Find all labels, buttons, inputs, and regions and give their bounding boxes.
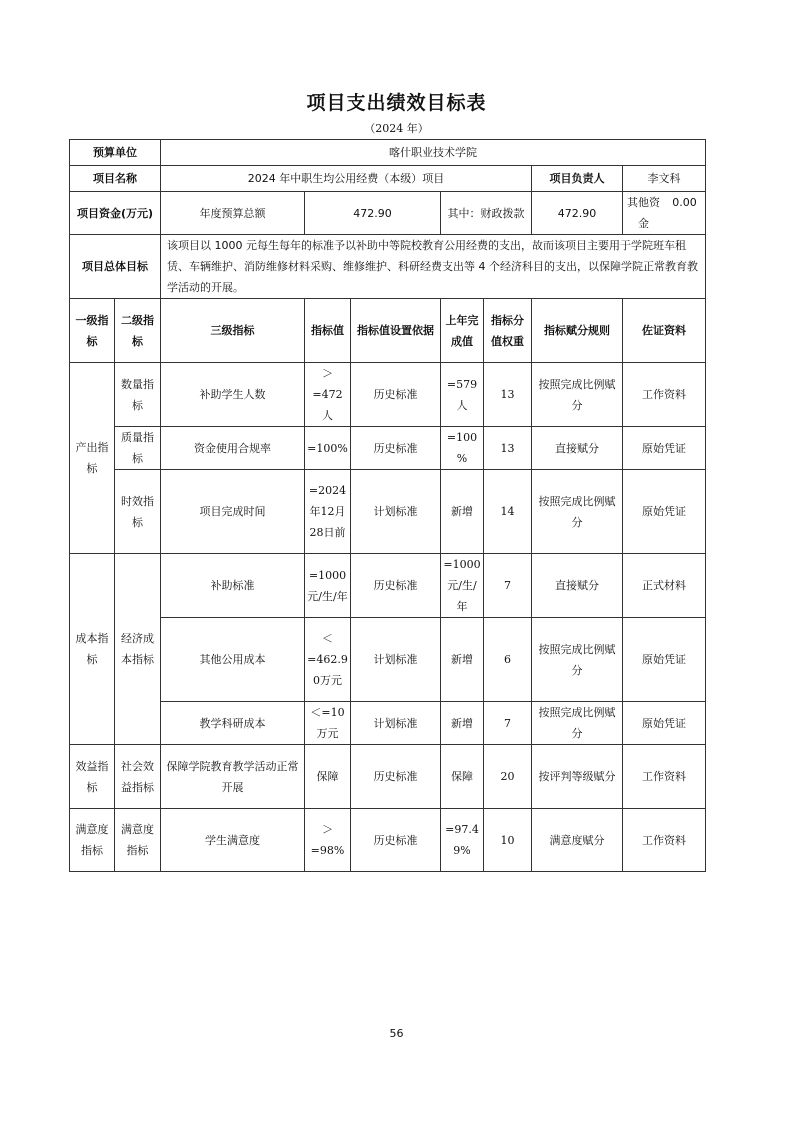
table-row xyxy=(70,618,706,702)
table-row xyxy=(70,554,706,618)
subgroup-satisfaction: 满意度指标 xyxy=(115,809,161,872)
table-row xyxy=(70,745,706,809)
indicator-value: ＞=98% xyxy=(305,809,351,872)
other-value: 0.00 xyxy=(672,196,697,209)
header-value: 指标值 xyxy=(305,299,351,363)
indicator-last: 保障 xyxy=(441,745,484,809)
indicator-value: =100% xyxy=(305,427,351,470)
indicator-weight: 7 xyxy=(484,702,532,745)
group-benefit: 效益指标 xyxy=(70,745,115,809)
subgroup-quality: 质量指标 xyxy=(115,427,161,470)
indicator-value: ＞=472人 xyxy=(305,363,351,427)
group-satisfaction: 满意度指标 xyxy=(70,809,115,872)
indicator-basis: 历史标准 xyxy=(351,363,441,427)
header-evidence: 佐证资料 xyxy=(623,299,706,363)
project-label: 项目名称 xyxy=(70,166,161,192)
funds-label: 项目资金(万元) xyxy=(70,192,161,235)
indicator-name: 学生满意度 xyxy=(161,809,305,872)
goal-text: 该项目以 1000 元每生每年的标准予以补助中等院校教育公用经费的支出，故而该项目主要用于学院班车租赁、车辆维护、消防维修材料采购、维修维护、科研经费支出等 4 个经济科目的支出，以保障学院正常教育教学活动的开展。 xyxy=(161,235,706,299)
indicator-rule: 按照完成比例赋分 xyxy=(532,363,623,427)
indicator-last: =97.49% xyxy=(441,809,484,872)
subgroup-social-benefit: 社会效益指标 xyxy=(115,745,161,809)
header-rule: 指标赋分规则 xyxy=(532,299,623,363)
indicator-weight: 10 xyxy=(484,809,532,872)
indicator-evidence: 正式材料 xyxy=(623,554,706,618)
annual-label: 年度预算总额 xyxy=(161,192,305,235)
table-row xyxy=(70,809,706,872)
indicator-last: 新增 xyxy=(441,702,484,745)
indicator-weight: 7 xyxy=(484,554,532,618)
header-last-year: 上年完成值 xyxy=(441,299,484,363)
leader-value: 李文科 xyxy=(623,166,706,192)
annual-value: 472.90 xyxy=(305,192,441,235)
table-row xyxy=(70,363,706,427)
other-cell xyxy=(623,192,706,235)
indicator-name: 保障学院教育教学活动正常开展 xyxy=(161,745,305,809)
indicator-basis: 计划标准 xyxy=(351,470,441,554)
year-label: （2024 年） xyxy=(364,122,429,135)
indicator-rule: 直接赋分 xyxy=(532,554,623,618)
indicator-rule: 按照完成比例赋分 xyxy=(532,618,623,702)
indicator-name: 补助标准 xyxy=(161,554,305,618)
indicator-evidence: 原始凭证 xyxy=(623,618,706,702)
indicator-last: 新增 xyxy=(441,470,484,554)
indicator-name: 资金使用合规率 xyxy=(161,427,305,470)
indicator-value: ＜=10万元 xyxy=(305,702,351,745)
indicator-rule: 按照完成比例赋分 xyxy=(532,702,623,745)
indicator-basis: 历史标准 xyxy=(351,554,441,618)
indicator-weight: 14 xyxy=(484,470,532,554)
page-title: 项目支出绩效目标表 xyxy=(306,92,487,114)
header-row xyxy=(70,299,706,363)
indicator-weight: 20 xyxy=(484,745,532,809)
indicator-name: 项目完成时间 xyxy=(161,470,305,554)
project-value: 2024 年中职生均公用经费（本级）项目 xyxy=(161,166,532,192)
table-row xyxy=(70,470,706,554)
unit-value: 喀什职业技术学院 xyxy=(161,140,706,166)
indicator-evidence: 原始凭证 xyxy=(623,427,706,470)
funds-row xyxy=(70,192,706,235)
indicator-last: =100% xyxy=(441,427,484,470)
indicator-evidence: 工作资料 xyxy=(623,745,706,809)
group-output: 产出指标 xyxy=(70,363,115,554)
header-weight: 指标分值权重 xyxy=(484,299,532,363)
fiscal-value: 472.90 xyxy=(532,192,623,235)
table-row xyxy=(70,427,706,470)
indicator-basis: 计划标准 xyxy=(351,618,441,702)
indicator-last: 新增 xyxy=(441,618,484,702)
performance-table xyxy=(69,139,706,872)
indicator-value: ＜=462.90万元 xyxy=(305,618,351,702)
indicator-rule: 按评判等级赋分 xyxy=(532,745,623,809)
subgroup-quantity: 数量指标 xyxy=(115,363,161,427)
subgroup-timeliness: 时效指标 xyxy=(115,470,161,554)
project-row xyxy=(70,166,706,192)
group-cost: 成本指标 xyxy=(70,554,115,745)
header-level1: 一级指标 xyxy=(70,299,115,363)
indicator-weight: 6 xyxy=(484,618,532,702)
header-level3: 三级指标 xyxy=(161,299,305,363)
indicator-basis: 历史标准 xyxy=(351,745,441,809)
indicator-name: 其他公用成本 xyxy=(161,618,305,702)
indicator-rule: 按照完成比例赋分 xyxy=(532,470,623,554)
indicator-name: 教学科研成本 xyxy=(161,702,305,745)
indicator-weight: 13 xyxy=(484,363,532,427)
indicator-basis: 历史标准 xyxy=(351,427,441,470)
indicator-evidence: 工作资料 xyxy=(623,363,706,427)
indicator-value: =1000元/生/年 xyxy=(305,554,351,618)
other-label: 其他资金 xyxy=(627,196,660,230)
indicator-evidence: 原始凭证 xyxy=(623,702,706,745)
table-row xyxy=(70,702,706,745)
indicator-value: 保障 xyxy=(305,745,351,809)
indicator-evidence: 工作资料 xyxy=(623,809,706,872)
header-basis: 指标值设置依据 xyxy=(351,299,441,363)
page-number: 56 xyxy=(389,1027,404,1040)
goal-row xyxy=(70,235,706,299)
indicator-rule: 满意度赋分 xyxy=(532,809,623,872)
indicator-rule: 直接赋分 xyxy=(532,427,623,470)
indicator-basis: 历史标准 xyxy=(351,809,441,872)
subgroup-economic-cost: 经济成本指标 xyxy=(115,554,161,745)
unit-label: 预算单位 xyxy=(70,140,161,166)
indicator-weight: 13 xyxy=(484,427,532,470)
indicator-basis: 计划标准 xyxy=(351,702,441,745)
fiscal-label: 其中：财政拨款 xyxy=(441,192,532,235)
indicator-value: =2024年12月28日前 xyxy=(305,470,351,554)
indicator-last: =579人 xyxy=(441,363,484,427)
indicator-last: =1000元/生/年 xyxy=(441,554,484,618)
leader-label: 项目负责人 xyxy=(532,166,623,192)
indicator-evidence: 原始凭证 xyxy=(623,470,706,554)
header-level2: 二级指标 xyxy=(115,299,161,363)
goal-label: 项目总体目标 xyxy=(70,235,161,299)
indicator-name: 补助学生人数 xyxy=(161,363,305,427)
unit-row xyxy=(70,140,706,166)
